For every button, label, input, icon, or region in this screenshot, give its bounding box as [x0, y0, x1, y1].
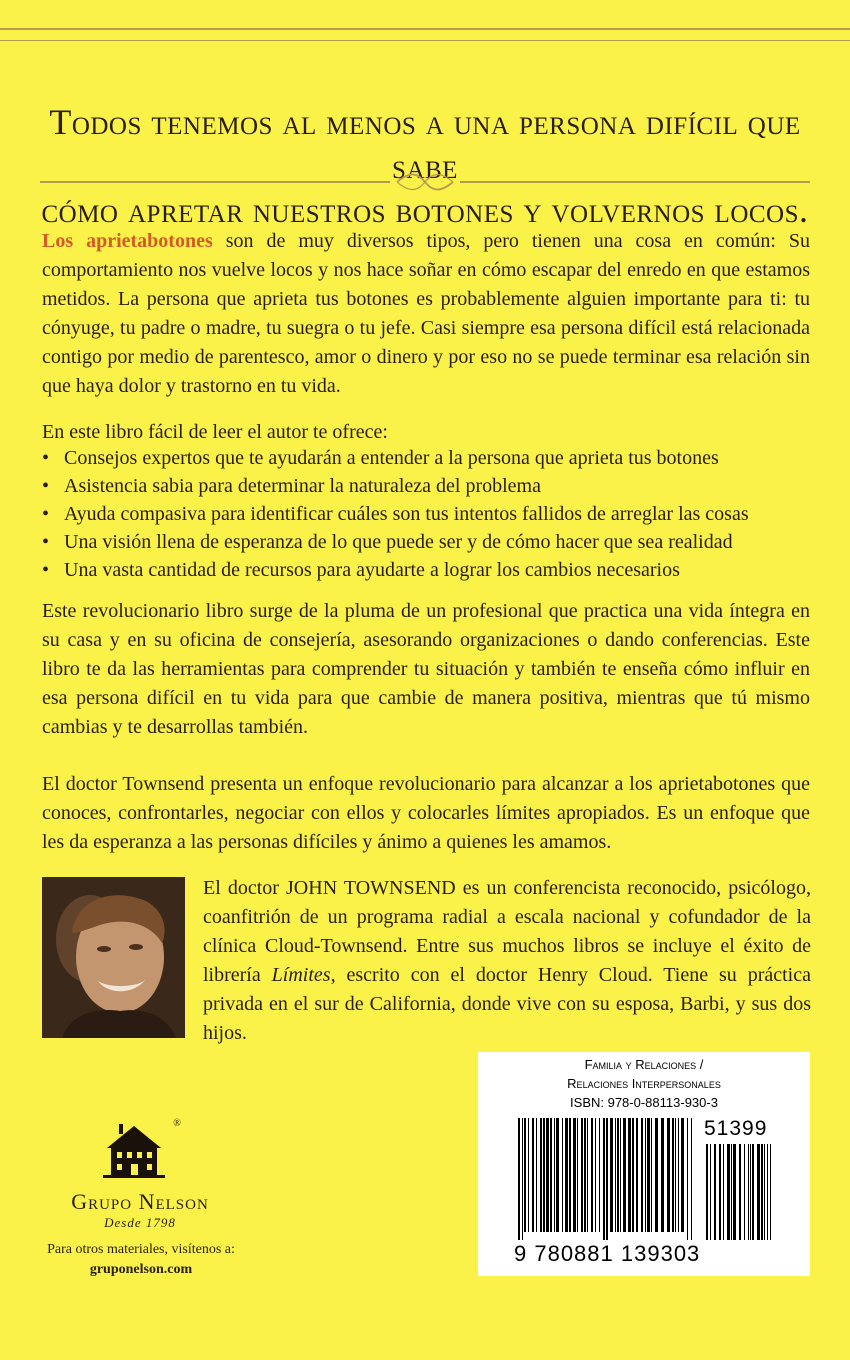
highlight-term: Los aprietabotones	[42, 230, 213, 252]
divider-line-right	[460, 181, 810, 183]
paragraph-intro	[42, 227, 810, 401]
contact-block	[30, 1240, 252, 1280]
publisher-logo	[40, 1118, 240, 1185]
barcode-panel	[478, 1052, 810, 1276]
book-title: Límites	[271, 964, 331, 986]
headline	[40, 100, 810, 232]
publisher-name: Grupo Nelson	[71, 1189, 209, 1214]
price-code: 51399	[704, 1117, 768, 1140]
publisher-url: gruponelson.com	[89, 1262, 193, 1277]
headline-line-1: Todos tenemos al menos a una persona difícil que sabe	[49, 102, 801, 186]
isbn-text: ISBN: 978-0-88113-930-3	[570, 1095, 718, 1110]
ornamental-divider	[40, 170, 810, 194]
list-item: • Una visión llena de esperanza de lo que puede ser y de cómo hacer que sea realidad	[42, 528, 810, 556]
paragraph-intro-text: son de muy diversos tipos, pero tienen una cosa en común: Su comportamiento nos vuelve locos y nos hace soñar en cómo escapar del enredo en que estamos metidos. La persona que aprieta tus botones es probablemente alguien importante para ti: tu cónyuge, tu padre o madre, tu suegra o tu jefe. Casi siempre esa persona difícil está relacionada contigo por medio de parentesco, amor o dinero y por eso no se puede terminar esa relación sin que haya dolor y trastorno en tu vida.	[42, 230, 810, 397]
publisher-since: Desde 1798	[104, 1215, 176, 1230]
list-item: • Consejos expertos que te ayudarán a entender a la persona que aprieta tus botones	[42, 444, 810, 472]
house-logo-icon	[99, 1118, 169, 1180]
author-photo	[42, 877, 185, 1038]
registered-mark: ®	[173, 1118, 181, 1129]
barcode-digits: 9 780881 139303	[514, 1241, 701, 1266]
bullet-icon: •	[42, 503, 50, 525]
bullet-icon: •	[42, 531, 50, 553]
list-item: • Asistencia sabia para determinar la naturaleza del problema	[42, 472, 810, 500]
list-item: • Una vasta cantidad de recursos para ayudarte a lograr los cambios necesarios	[42, 556, 810, 584]
author-bio: El doctor JOHN TOWNSEND es un conferencista reconocido, psicólogo, coanfitrión de un programa radial a escala nacional y cofundador de la clínica Cloud-Townsend. Entre sus muchos libros se incluye el éxito de librería Límites, escrito con el doctor Henry Cloud. Tiene su práctica privada en el sur de California, donde vive con su esposa, Barbi, y sus dos hijos.	[203, 877, 811, 1044]
contact-line: Para otros materiales, visítenos a:	[47, 1242, 235, 1257]
offer-list	[42, 444, 810, 584]
offer-intro: En este libro fácil de leer el autor te ofrece:	[42, 421, 388, 443]
headline-line-2: cómo apretar nuestros botones y volvernos locos.	[41, 190, 809, 230]
category-line-2: Relaciones Interpersonales	[567, 1076, 721, 1091]
publisher-block	[40, 1118, 240, 1231]
list-item: • Ayuda compasiva para identificar cuáles son tus intentos fallidos de arreglar las cosas	[42, 500, 810, 528]
flourish-icon	[395, 170, 455, 194]
top-border	[0, 28, 850, 41]
divider-line-left	[40, 181, 390, 183]
paragraph-approach: El doctor Townsend presenta un enfoque revolucionario para alcanzar a los aprietabotones que conoces, confrontarles, negociar con ellos y colocarles límites apropiados. Es un enfoque que les da esperanza a las personas difíciles y ánimo a quienes les amamos.	[42, 773, 810, 853]
category-line-1: Familia y Relaciones /	[584, 1057, 704, 1072]
paragraph-revolutionary: Este revolucionario libro surge de la pluma de un profesional que practica una vida íntegra en su casa y en su oficina de consejería, asesorando organizaciones o dando conferencias. Este libro te da las herramientas para comprender tu situación y también te enseña cómo influir en esa persona difícil en tu vida para que cambie de manera positiva, mientras que tú mismo cambias y te desarrollas también.	[42, 600, 810, 738]
bullet-icon: •	[42, 475, 50, 497]
bullet-icon: •	[42, 559, 50, 581]
bullet-icon: •	[42, 447, 50, 469]
